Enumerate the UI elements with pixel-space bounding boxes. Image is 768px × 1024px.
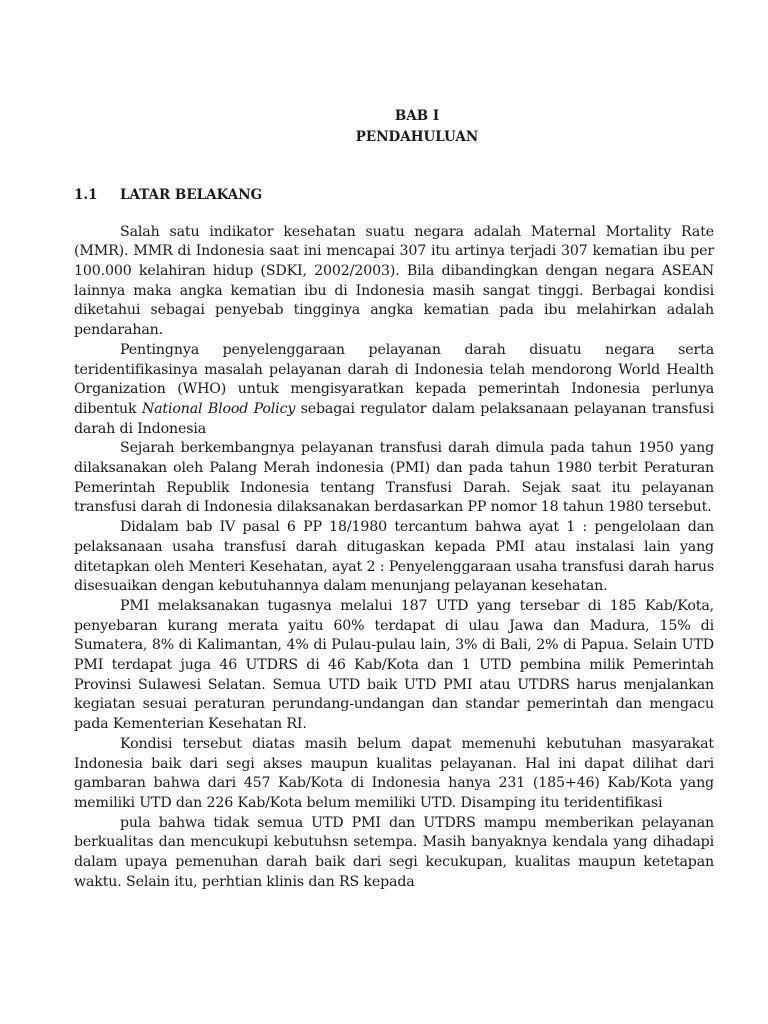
chapter-title: PENDAHULUAN bbox=[355, 129, 479, 145]
paragraph-3: Sejarah berkembangnya pelayanan transfusi darah dimula pada tahun 1950 yang dilaksanakan oleh Palang Merah indonesia (PMI) dan pada tahun 1980 terbit Peraturan Pemerintah Republik Indonesia tentang Transfusi Darah. Sejak saat itu pelayanan transfusi darah di Indonesia dilaksanakan berdasarkan PP nomor 18 tahun 1980 tersebut. bbox=[74, 440, 714, 516]
italic-term: National Blood Policy bbox=[141, 400, 296, 417]
paragraph-2: Pentingnya penyelenggaraan pelayanan darah disuatu negara serta teridentifikasinya masalah pelayanan darah di Indonesia telah mendorong World Health Organization (WHO) untuk mengisyaratkan kepada pemerintah Indonesia perlunya dibentuk National Blood Policy sebagai regulator dalam pelaksanaan pelayanan transfusi darah di Indonesia bbox=[74, 341, 714, 437]
section-number: 1.1 bbox=[74, 187, 98, 203]
chapter-label: BAB I bbox=[394, 108, 440, 124]
paragraph-5: PMI melaksanakan tugasnya melalui 187 UTD yang tersebar di 185 Kab/Kota, penyebaran kurang merata yaitu 60% terdapat di ulau Jawa dan Madura, 15% di Sumatera, 8% di Kalimantan, 4% di Pulau-pulau lain, 3% di Bali, 2% di Papua. Selain UTD PMI terdapat juga 46 UTDRS di 46 Kab/Kota dan 1 UTD pembina milik Pemerintah Provinsi Sulawesi Selatan. Semua UTD baik UTD PMI atau UTDRS harus menjalankan kegiatan sesuai peraturan perundang-undangan dan standar pemerintah dan mengacu pada Kementerian Kesehatan RI. bbox=[74, 597, 714, 733]
paragraph-6: Kondisi tersebut diatas masih belum dapat memenuhi kebutuhan masyarakat Indonesia baik dari segi akses maupun kualitas pelayanan. Hal ini dapat dilihat dari gambaran bahwa dari 457 Kab/Kota di Indonesia hanya 231 (185+46) Kab/Kota yang memiliki UTD dan 226 Kab/Kota belum memiliki UTD. Disamping itu teridentifikasi bbox=[74, 735, 714, 811]
section-heading bbox=[74, 186, 714, 206]
paragraph-7: pula bahwa tidak semua UTD PMI dan UTDRS mampu memberikan pelayanan berkualitas dan mencukupi kebutuhsn setempa. Masih banyaknya kendala yang dihadapi dalam upaya pemenuhan darah baik dari segi kecukupan, kualitas maupun ketetapan waktu. Selain itu, perhtian klinis dan RS kepada bbox=[74, 814, 714, 890]
section-title: LATAR BELAKANG bbox=[120, 187, 263, 203]
document-page bbox=[74, 106, 714, 893]
paragraph-1: Salah satu indikator kesehatan suatu negara adalah Maternal Mortality Rate (MMR). MMR di Indonesia saat ini mencapai 307 itu artinya terjadi 307 kematian ibu per 100.000 kelahiran hidup (SDKI, 2002/2003). Bila dibandingkan dengan negara ASEAN lainnya maka angka kematian ibu di Indonesia masih sangat tinggi. Berbagai kondisi diketahui sebagai penyebab tingginya angka kematian pada ibu melahirkan adalah pendarahan. bbox=[74, 223, 714, 339]
paragraph-4: Didalam bab IV pasal 6 PP 18/1980 tercantum bahwa ayat 1 : pengelolaan dan pelaksanaan usaha transfusi darah ditugaskan kepada PMI atau instalasi lain yang ditetapkan oleh Menteri Kesehatan, ayat 2 : Penyelenggaraan usaha transfusi darah harus disesuaikan dengan kebutuhannya dalam menunjang pelayanan kesehatan. bbox=[74, 519, 714, 595]
